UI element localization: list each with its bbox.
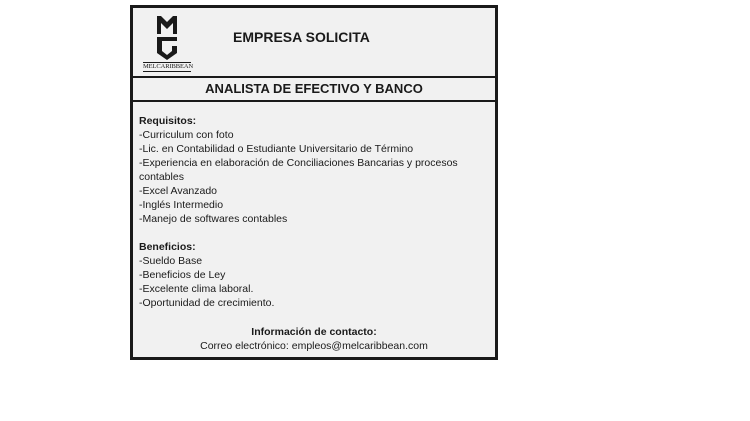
contact-email: Correo electrónico: empleos@melcaribbean.com (200, 340, 428, 352)
logo-brand-text: MELCARIBBEAN (143, 63, 194, 70)
benefits-label: Beneficios: (139, 241, 196, 253)
company-logo (143, 12, 194, 74)
requirement-item: -Manejo de softwares contables (139, 213, 288, 225)
contact-section (133, 325, 495, 353)
job-posting-card (130, 5, 498, 360)
posting-header (133, 8, 495, 78)
contact-label: Información de contacto: (251, 326, 377, 338)
requirement-item: -Lic. en Contabilidad o Estudiante Universitario de Término (139, 143, 414, 155)
job-title: ANALISTA DE EFECTIVO Y BANCO (133, 76, 495, 102)
benefit-item: -Excelente clima laboral. (139, 283, 254, 295)
posting-body (139, 114, 489, 310)
requirement-item: -Experiencia en elaboración de Conciliaciones Bancarias y procesos contables (139, 157, 458, 183)
requirement-item: -Excel Avanzado (139, 185, 218, 197)
benefit-item: -Beneficios de Ley (139, 269, 226, 281)
requirement-item: -Inglés Intermedio (139, 199, 224, 211)
requirements-label: Requisitos: (139, 115, 197, 127)
requirement-item: -Curriculum con foto (139, 129, 234, 141)
benefit-item: -Sueldo Base (139, 255, 203, 267)
benefit-item: -Oportunidad de crecimiento. (139, 297, 275, 309)
mc-monogram-icon (143, 12, 191, 60)
company-request-title: EMPRESA SOLICITA (233, 29, 370, 45)
